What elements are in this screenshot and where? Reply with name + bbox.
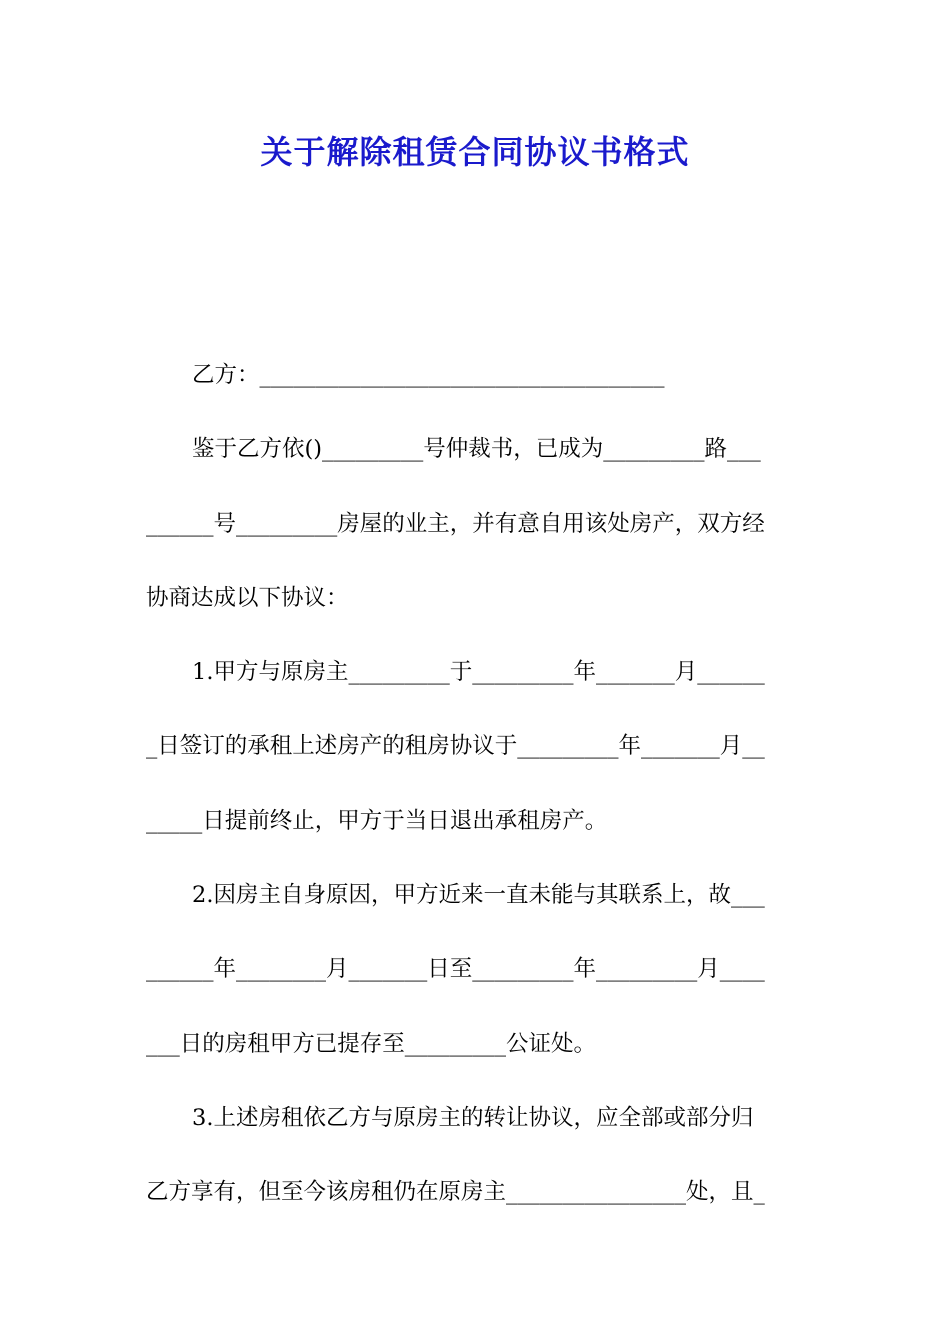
body-line: 乙方：____________________________________ <box>192 362 665 388</box>
body-line: ______年________月_______日至_________年_________月____ <box>146 956 765 983</box>
body-line: _____日提前终止，甲方于当日退出承租房产。 <box>146 807 608 834</box>
body-line: 鉴于乙方依()_________号仲裁书，已成为_________路___ <box>192 436 761 463</box>
body-line: 1.甲方与原房主_________于_________年_______月______ <box>192 659 765 686</box>
body-line: ______号_________房屋的业主，并有意自用该处房产，双方经 <box>146 510 765 537</box>
body-line: _日签订的承租上述房产的租房协议于_________年_______月__ <box>146 733 765 760</box>
body-line: ___日的房租甲方已提存至_________公证处。 <box>146 1030 597 1057</box>
body-line: 乙方享有，但至今该房租仍在原房主________________处，且_ <box>146 1179 765 1206</box>
document-title: 关于解除租赁合同协议书格式 <box>260 133 690 171</box>
body-line: 协商达成以下协议： <box>146 584 349 611</box>
body-line: 3.上述房租依乙方与原房主的转让协议，应全部或部分归 <box>192 1104 754 1131</box>
document-body <box>146 338 810 1230</box>
body-line: 2.因房主自身原因，甲方近来一直未能与其联系上，故___ <box>192 882 765 909</box>
